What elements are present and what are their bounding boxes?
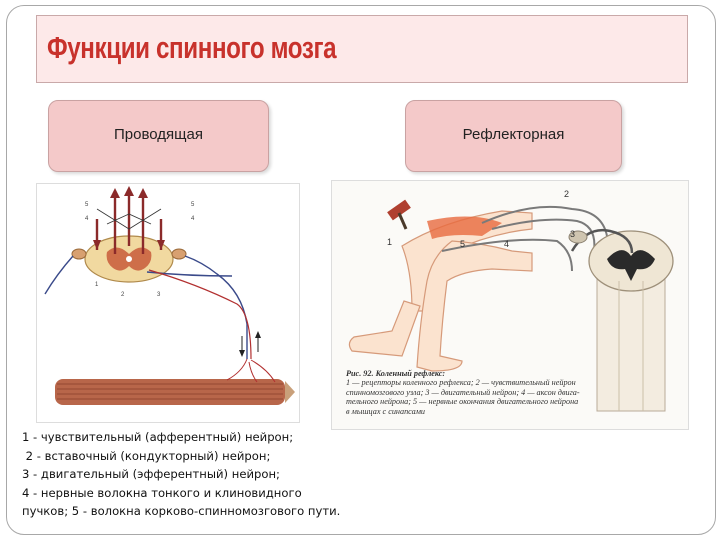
right-label-3: 3: [570, 229, 576, 239]
topic-label-conductive: Проводящая: [114, 126, 203, 143]
caption-line: спинномозгового узла; 3 — двигательный нейрон; 4 — аксон двига-: [346, 387, 580, 397]
left-label-2: 2: [121, 292, 125, 298]
topic-box-conductive: [48, 100, 269, 172]
caption-line: Рис. 92. Коленный рефлекс:: [346, 369, 446, 378]
page-title: Функции спинного мозга: [47, 30, 337, 65]
caption-line: тельного нейрона; 5 — нервные окончания двигательного нейрона: [346, 397, 579, 407]
caption-line: 1 — рецепторы коленного рефлекса; 2 — чувствительный нейрон: [346, 378, 576, 388]
right-label-5: 5: [460, 239, 466, 249]
left-label-5b: 5: [191, 202, 195, 208]
legend-line: пучков; 5 - волокна корково-спинномозгового пути.: [22, 504, 341, 519]
topic-box-reflex: [405, 100, 622, 172]
left-label-1: 1: [95, 282, 99, 288]
right-label-1: 1: [387, 237, 393, 247]
figure-caption: [346, 369, 684, 416]
left-label-4a: 4: [85, 216, 89, 222]
left-label-5a: 5: [85, 202, 89, 208]
spinal-cord-pathways-illustration: [37, 184, 299, 422]
legend-line: 3 - двигательный (эфферентный) нейрон;: [22, 467, 280, 482]
legend-line: 2 - вставочный (кондукторный) нейрон;: [22, 448, 271, 463]
left-label-3: 3: [157, 292, 161, 298]
spinal-cord-pathways-figure: [36, 183, 300, 423]
caption-line: в мышцах с синапсами: [346, 406, 426, 416]
left-label-4b: 4: [191, 216, 195, 222]
legend-line: 1 - чувствительный (афферентный) нейрон;: [22, 430, 294, 444]
topic-label-reflex: Рефлекторная: [462, 126, 565, 143]
legend-line: 4 - нервные волокна тонкого и клиновидного: [22, 485, 302, 500]
right-label-4: 4: [504, 239, 510, 249]
right-label-2: 2: [564, 189, 570, 199]
title-box: [36, 15, 688, 83]
legend-text: [22, 428, 382, 521]
